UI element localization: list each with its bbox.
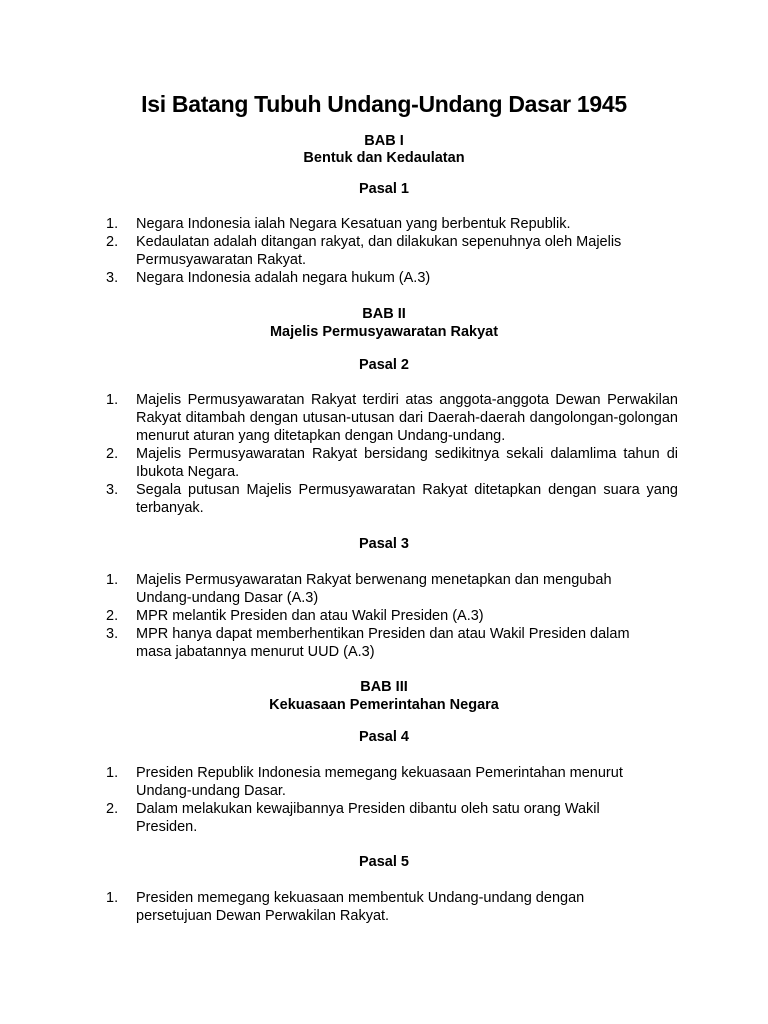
list-item [106,481,678,517]
item-text: Majelis Permusyawaratan Rakyat terdiri atas anggota-anggota Dewan Perwakilan Rakyat ditambah dengan utusan-utusan dari Daerah-daerah dangolongan-golongan menurut aturan yang ditetapkan dengan Undang-undang. [136,392,678,444]
item-text: Dalam melakukan kewajibannya Presiden dibantu oleh satu orang Wakil Presiden. [136,801,600,835]
pasal-2-list [106,391,678,517]
list-item [106,607,654,625]
item-number: 2. [106,446,119,462]
list-item [106,764,654,800]
item-number: 2. [106,801,119,817]
item-number: 1. [106,216,119,232]
list-item [106,571,654,607]
item-number: 2. [106,608,119,624]
item-text: Segala putusan Majelis Permusyawaratan Rakyat ditetapkan dengan suara yang terbanyak. [136,482,678,516]
item-text: Kedaulatan adalah ditangan rakyat, dan dilakukan sepenuhnya oleh Majelis Permusyawaratan Rakyat. [136,234,622,268]
list-item [106,800,654,836]
list-item [106,391,678,445]
item-number: 1. [106,765,119,781]
item-number: 3. [106,270,119,286]
bab-3-label: BAB III [360,679,408,695]
pasal-5-heading: Pasal 5 [359,854,409,870]
item-text: MPR melantik Presiden dan atau Wakil Presiden (A.3) [136,608,484,624]
item-text: MPR hanya dapat memberhentikan Presiden dan atau Wakil Presiden dalam masa jabatannya menurut UUD (A.3) [136,626,630,660]
list-item [106,445,678,481]
bab-2-label: BAB II [362,306,406,322]
item-text: Majelis Permusyawaratan Rakyat berwenang menetapkan dan mengubah Undang-undang Dasar (A.3) [136,572,612,606]
bab-1-label: BAB I [364,133,404,149]
pasal-4-list [106,764,654,836]
pasal-1-list [106,215,646,287]
list-item [106,215,646,233]
item-text: Majelis Permusyawaratan Rakyat bersidang sedikitnya sekali dalamlima tahun di Ibukota Negara. [136,446,678,480]
pasal-3-list [106,571,654,661]
list-item [106,233,646,269]
item-number: 1. [106,890,119,906]
item-text: Negara Indonesia ialah Negara Kesatuan yang berbentuk Republik. [136,216,571,232]
bab-3-name: Kekuasaan Pemerintahan Negara [269,697,499,713]
pasal-5-list [106,889,626,925]
list-item [106,625,654,661]
item-number: 2. [106,234,119,250]
item-text: Presiden Republik Indonesia memegang kekuasaan Pemerintahan menurut Undang-undang Dasar. [136,765,623,799]
item-number: 1. [106,572,119,588]
bab-1-name: Bentuk dan Kedaulatan [303,150,465,166]
pasal-3-heading: Pasal 3 [359,536,409,552]
bab-2-name: Majelis Permusyawaratan Rakyat [269,324,499,340]
item-text: Negara Indonesia adalah negara hukum (A.3) [136,270,431,286]
pasal-1-heading: Pasal 1 [359,181,409,197]
item-number: 3. [106,626,119,642]
item-number: 3. [106,482,119,498]
pasal-2-heading: Pasal 2 [359,357,409,373]
item-number: 1. [106,392,119,408]
list-item [106,269,646,287]
list-item [106,889,626,925]
item-text: Presiden memegang kekuasaan membentuk Undang-undang dengan persetujuan Dewan Perwakilan Rakyat. [136,890,585,924]
document-title: Isi Batang Tubuh Undang-Undang Dasar 1945 [141,91,627,117]
pasal-4-heading: Pasal 4 [359,729,409,745]
